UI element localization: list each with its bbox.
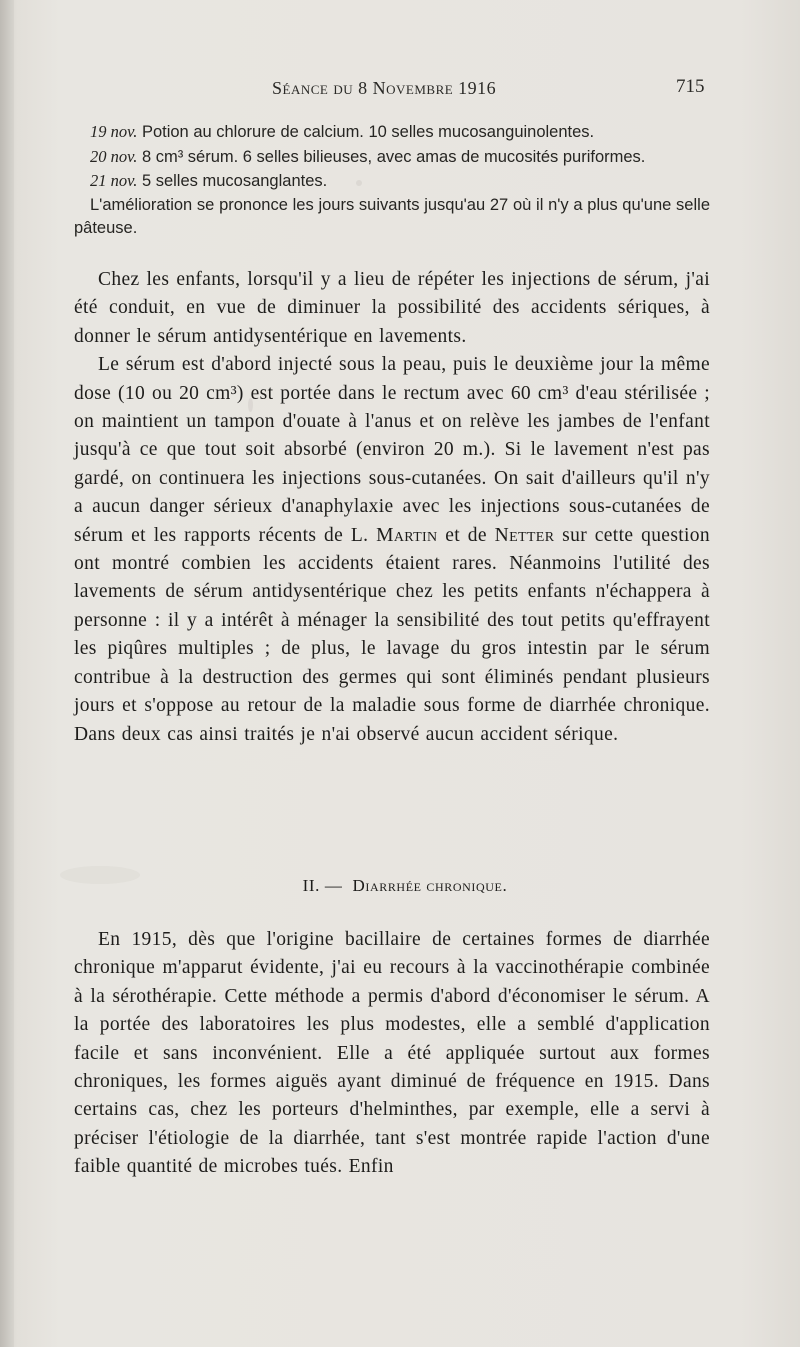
daily-note-19 xyxy=(74,120,710,145)
paragraph-enfants: Chez les enfants, lorsqu'il y a lieu de répéter les injections de sérum, j'ai été conduit, en vue de diminuer la possibilité des accidents sériques, à donner le sérum antidysentérique en lavements. xyxy=(74,269,710,347)
daily-note-21 xyxy=(74,169,710,194)
section-heading xyxy=(0,876,800,896)
section-number: II. — xyxy=(302,876,343,895)
note-date: 21 nov. xyxy=(90,171,138,190)
main-text-lower xyxy=(74,926,710,1182)
section-title: Diarrhée chronique. xyxy=(352,876,508,895)
paragraph-serum xyxy=(74,351,710,749)
book-gutter-shadow xyxy=(0,0,14,1347)
paragraph-vaccinotherapie: En 1915, dès que l'origine bacillaire de certaines formes de diarrhée chronique m'apparut évidente, j'ai eu recours à la vaccinothérapie combinée à la sérothérapie. Cette méthode a permis d'abord d'économiser le sérum. A la portée des laboratoires les plus modestes, elle a semblé d'application facile et sans inconvénient. Elle a été appliquée surtout aux formes chroniques, les formes aiguës ayant diminué de fréquence en 1915. Dans certains cas, chez les porteurs d'helminthes, par exemple, elle a servi à préciser l'étiologie de la diarrhée, tant s'est montrée rapide l'action d'une faible quantité de microbes tués. Enfin xyxy=(74,929,710,1178)
note-text: 8 cm³ sérum. 6 selles bilieuses, avec amas de mucosités puriformes. xyxy=(137,147,646,166)
daily-notes xyxy=(74,120,710,241)
daily-note-20 xyxy=(74,145,710,170)
note-date: 19 nov. xyxy=(90,122,138,141)
note-text: 5 selles mucosanglantes. xyxy=(137,172,328,190)
main-text-upper xyxy=(74,266,710,749)
running-title: Séance du 8 Novembre 1916 xyxy=(272,78,497,98)
paragraph-serum-part3: sur cette question ont montré combien les accidents étaient rares. Néanmoins l'utilité des lavements de sérum antidysentérique chez les petits enfants n'échappera à personne : il y a intérêt à ménager la sensibilité des tout petits qu'effrayent les piqûres multiples ; de plus, le lavage du gros intestin par le sérum contribue à la destruction des germes qui sont éliminés pendant plusieurs jours et s'oppose au retour de la maladie sous forme de diarrhée chronique. Dans deux cas ainsi traités je n'ai observé aucun accident sérique. xyxy=(74,524,710,745)
page-header xyxy=(0,74,800,104)
improvement-note: L'amélioration se prononce les jours suivants jusqu'au 27 où il n'y a plus qu'une selle pâteuse. xyxy=(74,195,710,237)
paragraph-serum-part2: et de xyxy=(437,524,495,546)
author-martin: Martin xyxy=(376,524,438,546)
note-text: Potion au chlorure de calcium. 10 selles mucosanguinolentes. xyxy=(137,123,595,141)
note-date: 20 nov. xyxy=(90,146,138,166)
author-netter: Netter xyxy=(494,524,555,546)
paragraph-serum-part1: Le sérum est d'abord injecté sous la peau, puis le deuxième jour la même dose (10 ou 20 cm³) est portée dans le rectum avec 60 cm³ d'eau stérilisée ; on maintient un tampon d'ouate à l'anus et on relève les jambes de l'enfant jusqu'à ce que tout soit absorbé (environ 20 m.). Si le lavement n'est pas gardé, on continuera les injections sous-cutanées. On sait d'ailleurs qu'il n'y a aucun danger sérieux d'anaphylaxie avec les injections sous-cutanées de sérum et les rapports récents de L. xyxy=(74,354,710,546)
page-number: 715 xyxy=(676,76,705,97)
